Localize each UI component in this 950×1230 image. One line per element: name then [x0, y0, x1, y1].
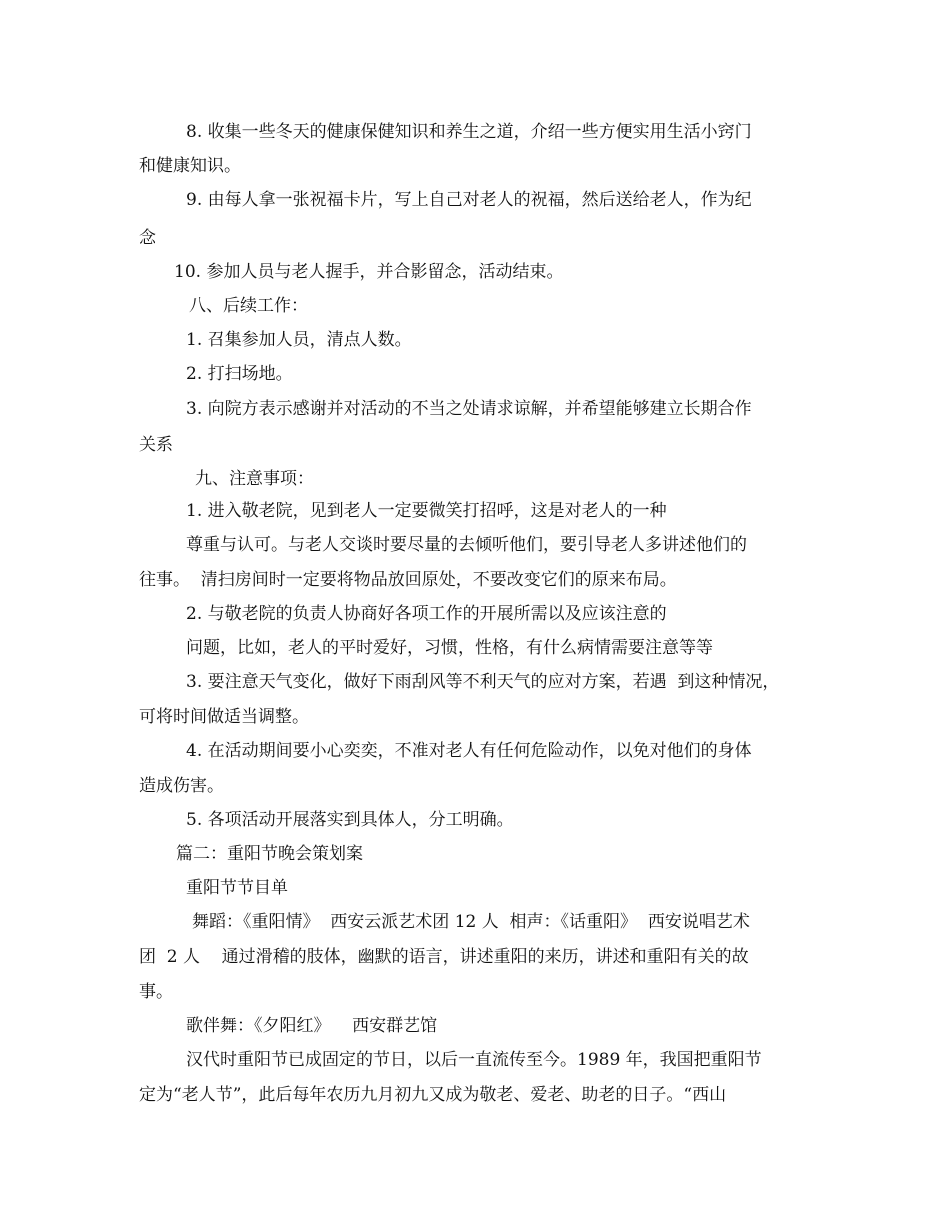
text-line: 汉代时重阳节已成固定的节日，以后一直流传至今。1989 年，我国把重阳节 [186, 1050, 762, 1070]
text-line: 舞蹈：《重阳情》 西安云派艺术团 12 人 相声：《话重阳》 西安说唱艺术 [192, 912, 750, 932]
text-line: 尊重与认可。与老人交谈时要尽量的去倾听他们，要引导老人多讲述他们的 [186, 535, 747, 555]
text-line: 造成伤害。 [139, 776, 224, 796]
text-line: 和健康知识。 [139, 156, 241, 176]
section-heading: 八、后续工作： [189, 296, 308, 316]
text-line: 3. 要注意天气变化，做好下雨刮风等不利天气的应对方案，若遇 到这种情况， [186, 672, 780, 692]
text-line: 可将时间做适当调整。 [139, 707, 309, 727]
program-list-title: 重阳节节目单 [186, 878, 288, 898]
text-line: 2. 与敬老院的负责人协商好各项工作的开展所需以及应该注意的 [186, 604, 667, 624]
text-line: 歌伴舞：《夕阳红》 西安群艺馆 [186, 1016, 438, 1036]
text-line: 10. 参加人员与老人握手，并合影留念，活动结束。 [174, 262, 564, 282]
text-line: 问题，比如，老人的平时爱好，习惯，性格，有什么病情需要注意等等 [186, 638, 713, 658]
text-line: 定为“老人节”，此后每年农历九月初九又成为敬老、爱老、助老的日子。“西山 [139, 1085, 727, 1105]
text-line: 9. 由每人拿一张祝福卡片，写上自己对老人的祝福，然后送给老人，作为纪 [186, 190, 752, 210]
text-line: 2. 打扫场地。 [186, 364, 293, 384]
text-line: 5. 各项活动开展落实到具体人，分工明确。 [186, 810, 514, 830]
text-line: 团 2 人 通过滑稽的肢体，幽默的语言，讲述重阳的来历，讲述和重阳有关的故 [139, 947, 749, 967]
text-line: 3. 向院方表示感谢并对活动的不当之处请求谅解，并希望能够建立长期合作 [186, 399, 752, 419]
section-heading: 九、注意事项： [195, 469, 314, 489]
article-title: 篇二：重阳节晚会策划案 [176, 844, 363, 864]
text-line: 4. 在活动期间要小心奕奕，不准对老人有任何危险动作，以免对他们的身体 [186, 741, 752, 761]
text-line: 1. 进入敬老院，见到老人一定要微笑打招呼，这是对老人的一种 [186, 501, 667, 521]
text-line: 1. 召集参加人员，清点人数。 [186, 330, 412, 350]
text-line: 8. 收集一些冬天的健康保健知识和养生之道，介绍一些方便实用生活小窍门 [186, 122, 752, 142]
text-line: 念 [139, 228, 156, 248]
text-line: 事。 [139, 982, 173, 1002]
text-line: 关系 [139, 435, 173, 455]
text-line: 往事。 清扫房间时一定要将物品放回原处，不要改变它们的原来布局。 [139, 570, 677, 590]
